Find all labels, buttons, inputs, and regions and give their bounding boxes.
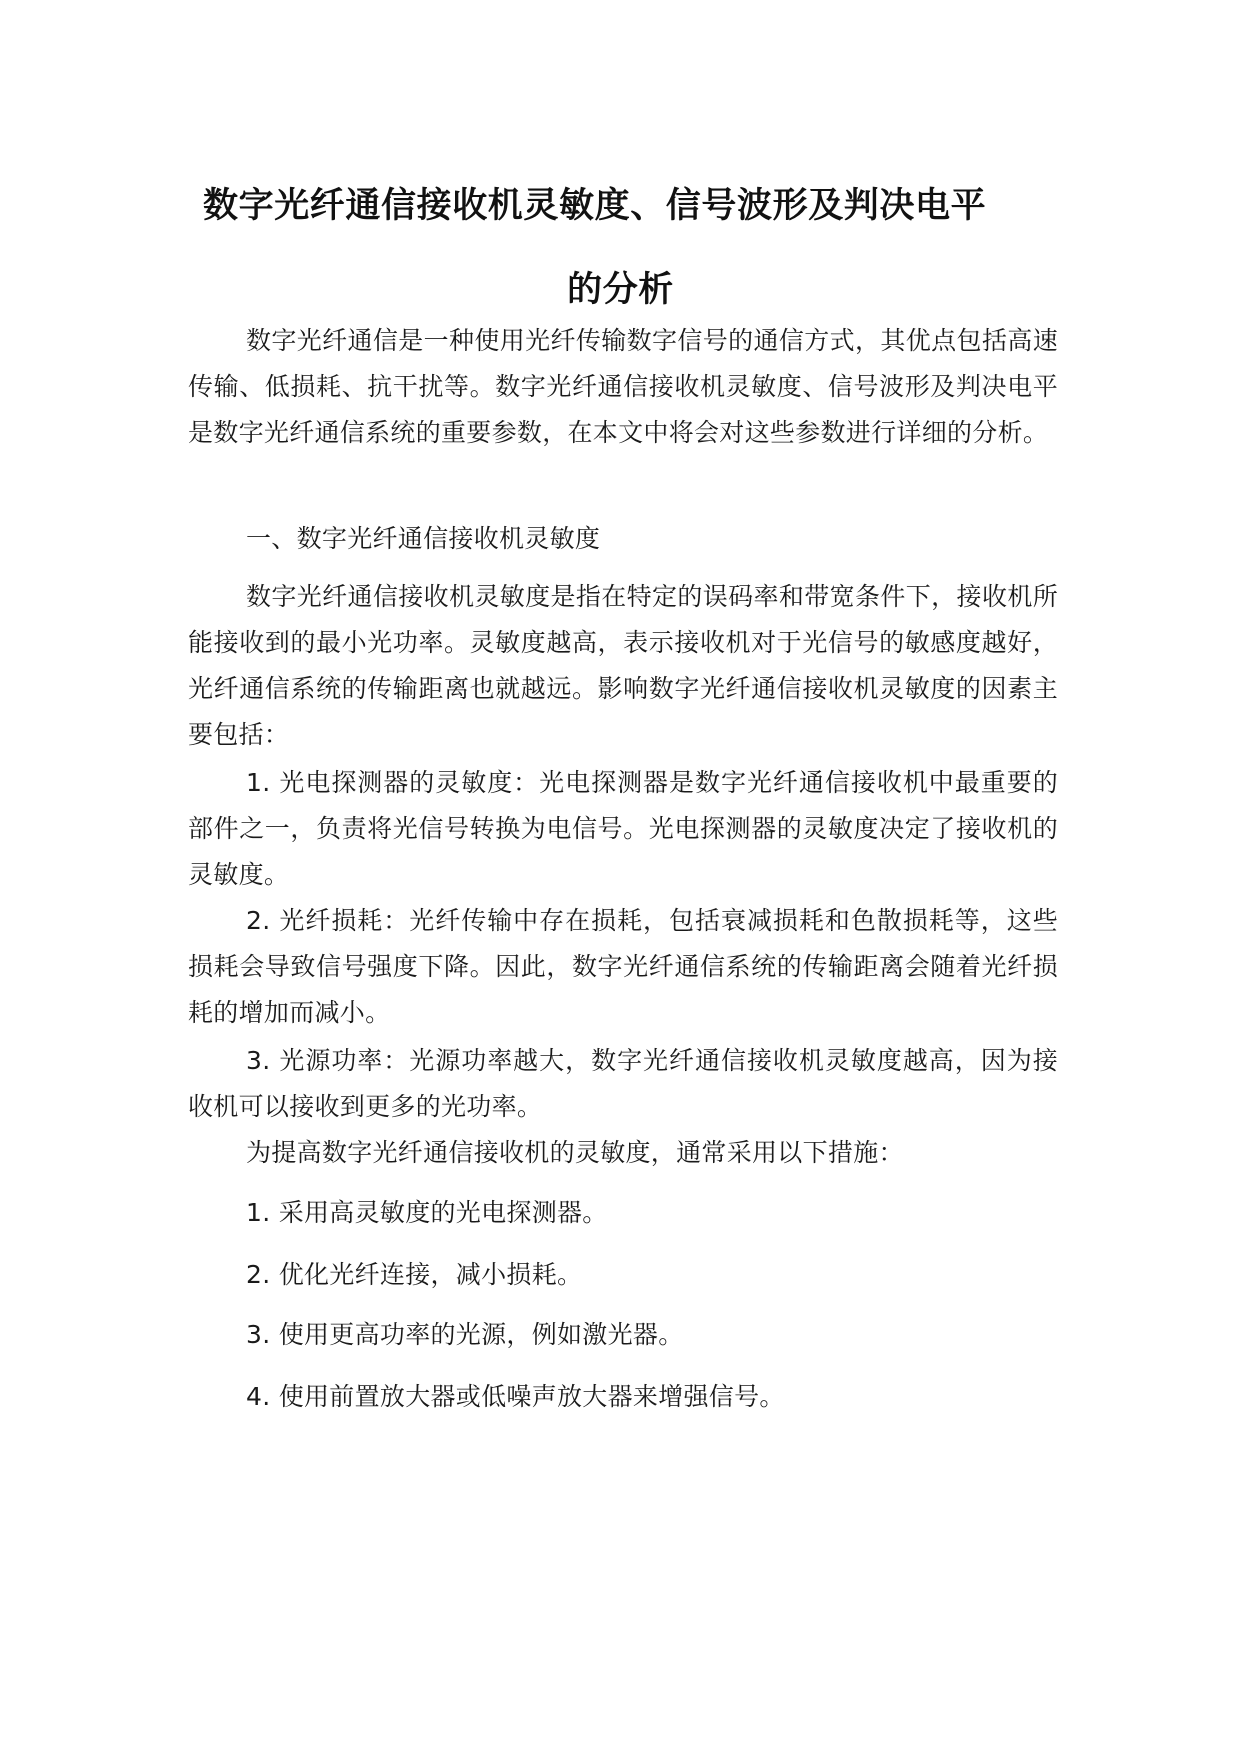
measures-intro: 为提高数字光纤通信接收机的灵敏度，通常采用以下措施： xyxy=(246,1138,904,1167)
sensitivity-paragraph: 数字光纤通信接收机灵敏度是指在特定的误码率和带宽条件下，接收机所能接收到的最小光功率。灵敏度越高，表示接收机对于光信号的敏感度越好，光纤通信系统的传输距离也就越远。影响数字光纤通信接收机灵敏度的因素主要包括： xyxy=(188,582,1058,749)
measure-item-3: 3. 使用更高功率的光源，例如激光器。 xyxy=(246,1320,684,1349)
intro-paragraph: 数字光纤通信是一种使用光纤传输数字信号的通信方式，其优点包括高速传输、低损耗、抗干扰等。数字光纤通信接收机灵敏度、信号波形及判决电平是数字光纤通信系统的重要参数，在本文中将会对这些参数进行详细的分析。 xyxy=(188,326,1058,447)
section-heading-1: 一、数字光纤通信接收机灵敏度 xyxy=(246,524,601,553)
document-title-line-2: 的分析 xyxy=(567,270,674,310)
factor-item-1: 1. 光电探测器的灵敏度：光电探测器是数字光纤通信接收机中最重要的部件之一，负责将光信号转换为电信号。光电探测器的灵敏度决定了接收机的灵敏度。 xyxy=(188,768,1058,889)
measure-item-4: 4. 使用前置放大器或低噪声放大器来增强信号。 xyxy=(246,1382,785,1411)
document-title-line-1: 数字光纤通信接收机灵敏度、信号波形及判决电平 xyxy=(203,186,987,226)
factor-item-3: 3. 光源功率：光源功率越大，数字光纤通信接收机灵敏度越高，因为接收机可以接收到更多的光功率。 xyxy=(188,1046,1058,1121)
measure-item-1: 1. 采用高灵敏度的光电探测器。 xyxy=(246,1198,608,1227)
factor-item-2: 2. 光纤损耗：光纤传输中存在损耗，包括衰减损耗和色散损耗等，这些损耗会导致信号强度下降。因此，数字光纤通信系统的传输距离会随着光纤损耗的增加而减小。 xyxy=(188,906,1058,1027)
measure-item-2: 2. 优化光纤连接，减小损耗。 xyxy=(246,1260,583,1289)
